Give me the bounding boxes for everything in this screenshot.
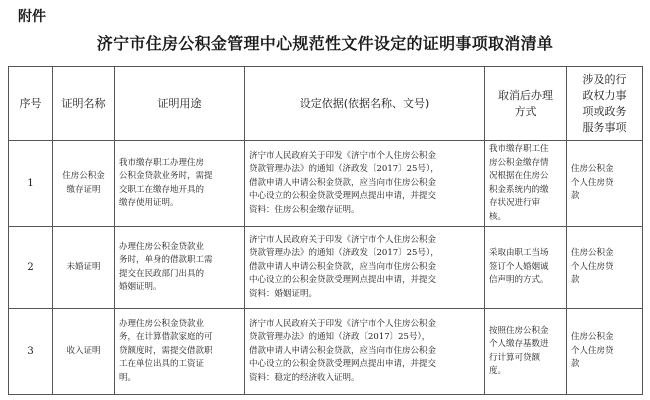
text-line: 度。 <box>489 366 507 376</box>
post-cancel-method <box>485 227 567 309</box>
related-matter <box>567 309 643 395</box>
text-line: 积金系统内的缴 <box>489 184 549 195</box>
header-matter <box>567 67 643 141</box>
header-no <box>9 67 53 141</box>
text-line: 婚姻证明。 <box>119 282 162 292</box>
text-line: 住房公积金 <box>62 171 105 181</box>
text-line: 方式 <box>514 104 537 118</box>
text-line: 项或政务 <box>582 104 627 118</box>
header-usage <box>115 67 245 141</box>
text-line: 签订个人婚姻诚 <box>489 261 549 272</box>
row-number: 1 <box>9 141 53 227</box>
text-line: 提交在民政部门出具的 <box>119 268 205 279</box>
certificate-usage <box>115 309 245 395</box>
table-row <box>9 141 643 227</box>
text-line: 济宁市人民政府关于印发《济宁市个人住房公积金 <box>249 318 437 329</box>
text-line: 个人住房贷 <box>571 261 614 272</box>
text-line: 设定依据(依据名称、文号) <box>299 96 430 110</box>
text-line: 房公积金缴存情 <box>489 157 549 168</box>
legal-basis <box>245 309 485 395</box>
text-line: 借款申请人申请公积金贷款，应当向市住房公积金 <box>249 345 437 356</box>
certificate-usage <box>115 227 245 309</box>
text-line: 款 <box>571 191 580 202</box>
text-line: 涉及的行 <box>582 72 627 86</box>
text-line: 住房公积金 <box>571 248 614 259</box>
text-line: 个人缴存基数进 <box>489 339 549 349</box>
row-number: 3 <box>9 309 53 395</box>
text-line: 我市缴存职工住 <box>489 144 549 154</box>
certificate-usage <box>115 141 245 227</box>
text-line: 明。 <box>119 372 137 383</box>
legal-basis <box>245 227 485 309</box>
text-line: 住房公积金 <box>571 164 614 175</box>
text-line: 按照住房公积金 <box>489 325 549 336</box>
text-line: 住房公积金 <box>571 332 614 343</box>
text-line: 个人住房贷 <box>571 177 614 188</box>
text-line: 采取由职工当场 <box>489 248 549 259</box>
text-line: 资料：住房公积金缴存证明。 <box>249 204 360 215</box>
table-row <box>9 227 643 309</box>
text-line: 缴存证明 <box>66 184 101 195</box>
document-title: 济宁市住房公积金管理中心规范性文件设定的证明事项取消清单 <box>96 34 554 53</box>
text-line: 存状况进行审 <box>489 198 541 208</box>
text-line: 收入证明 <box>66 345 101 356</box>
certificate-name <box>53 141 115 227</box>
text-line: 证明名称 <box>61 96 106 110</box>
text-line: 贷款管理办法》的通知（济政发〔2017〕25号）， <box>249 164 439 175</box>
text-line: 中心设立的公积金贷款受理网点提出申请，并提交 <box>249 191 437 202</box>
post-cancel-method <box>485 141 567 227</box>
text-line: 济宁市人民政府关于印发《济宁市个人住房公积金 <box>249 234 437 245</box>
row-number: 2 <box>9 227 53 309</box>
post-cancel-method <box>485 309 567 395</box>
text-line: 借款申请人申请公积金贷款，应当向市住房公积金 <box>249 261 437 272</box>
text-line: 中心设立的公积金贷款受理网点提出申请，并提交 <box>249 275 437 286</box>
text-line: 政权力事 <box>582 88 627 102</box>
text-line: 办理住房公积金贷款业 <box>119 318 205 329</box>
text-line: 交职工在缴存地开具的 <box>119 184 205 195</box>
certificate-cancellation-table <box>8 66 643 395</box>
text-line: 取消后办理 <box>498 88 553 102</box>
text-line: 务，在计算借款家庭的可 <box>119 332 213 343</box>
certificate-name <box>53 227 115 309</box>
text-line: 款 <box>571 275 580 286</box>
text-line: 贷额度时，需提交借款职 <box>119 345 213 356</box>
header-name <box>53 67 115 141</box>
related-matter <box>567 227 643 309</box>
legal-basis <box>245 141 485 227</box>
text-line: 借款申请人申请公积金贷款，应当向市住房公积金 <box>249 177 437 188</box>
text-line: 行计算可贷额 <box>489 352 541 363</box>
text-line: 信声明的方式。 <box>489 275 549 286</box>
certificate-name <box>53 309 115 395</box>
text-line: 济宁市人民政府关于印发《济宁市个人住房公积金 <box>249 150 437 161</box>
text-line: 工在单位出具的工资证 <box>119 359 205 370</box>
text-line: 资料：婚姻证明。 <box>249 288 318 299</box>
text-line: 缴存使用证明。 <box>119 198 179 208</box>
text-line: 务时，单身的借款职工需 <box>119 255 213 265</box>
header-basis <box>245 67 485 141</box>
text-line: 服务事项 <box>582 120 627 134</box>
text-line: 资料：稳定的经济收入证明。 <box>249 372 360 383</box>
attachment-label: 附件 <box>18 9 46 25</box>
text-line: 公积金贷款业务时，需提 <box>119 171 213 181</box>
text-line: 贷款管理办法》的通知（济政发〔2017〕25号）， <box>249 248 439 259</box>
text-line: 办理住房公积金贷款业 <box>119 241 205 252</box>
text-line: 未婚证明 <box>66 261 101 272</box>
text-line: 个人住房贷 <box>571 345 614 356</box>
text-line: 证明用途 <box>157 96 202 110</box>
text-line: 贷款管理办法》的通知（济政〔2017〕25号）， <box>249 332 431 343</box>
text-line: 况根据在住房公 <box>489 171 549 181</box>
text-line: 核。 <box>489 211 507 222</box>
text-line: 中心设立的公积金贷款受理网点提出申请，并提交 <box>249 359 437 370</box>
table-header-row <box>9 67 643 141</box>
text-line: 序号 <box>19 96 42 110</box>
header-method <box>485 67 567 141</box>
related-matter <box>567 141 643 227</box>
table-row <box>9 309 643 395</box>
text-line: 款 <box>571 359 580 370</box>
text-line: 我市缴存职工办理住房 <box>119 157 205 168</box>
